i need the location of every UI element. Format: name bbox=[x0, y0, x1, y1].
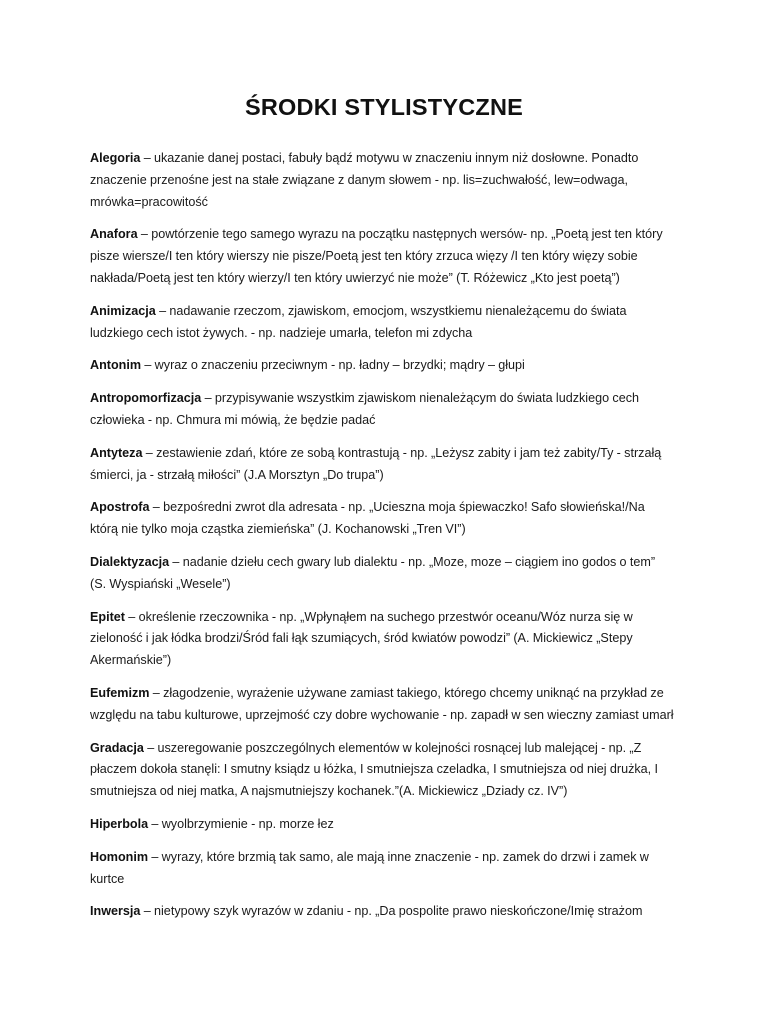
definition-text: znaczenie przenośne jest na stałe związane z danym słowem - np. lis=zuchwałość, lew=odwaga, bbox=[90, 172, 629, 187]
definition-entry bbox=[90, 552, 675, 596]
definition-line bbox=[90, 901, 675, 923]
definition-entry bbox=[90, 738, 675, 803]
definition-line bbox=[90, 323, 675, 345]
definition-entry bbox=[90, 683, 675, 727]
definition-line bbox=[90, 519, 675, 541]
term-label: Antropomorfizacja bbox=[90, 391, 202, 406]
definition-list bbox=[90, 148, 675, 934]
definition-text: Akermańskie”) bbox=[90, 653, 172, 668]
definition-line bbox=[90, 388, 675, 410]
definition-text: względu na tabu kulturowe, uprzejmość czy dobre wychowanie - np. zapadł w sen wieczny zamiast umarł bbox=[90, 707, 674, 722]
term-label: Inwersja bbox=[90, 904, 141, 919]
definition-entry bbox=[90, 224, 675, 289]
definition-line bbox=[90, 148, 675, 170]
definition-text: – nietypowy szyk wyrazów w zdaniu - np. „Da pospolite prawo nieskończone/Imię strażom bbox=[140, 904, 643, 919]
definition-line bbox=[90, 628, 675, 650]
term-label: Gradacja bbox=[90, 740, 144, 755]
definition-text: – wyraz o znaczeniu przeciwnym - np. ładny – brzydki; mądry – głupi bbox=[141, 358, 525, 373]
definition-line bbox=[90, 814, 675, 836]
definition-line bbox=[90, 683, 675, 705]
definition-entry bbox=[90, 607, 675, 672]
definition-text: nakłada/Poetą jest ten który wierzy/I ten który uwierzyć nie może” (T. Różewicz „Kto jest poetą”) bbox=[90, 270, 620, 285]
definition-text: – określenie rzeczownika - np. „Wpłynąłem na suchego przestwór oceanu/Wóz nurza się w bbox=[124, 609, 633, 624]
definition-line bbox=[90, 170, 675, 192]
definition-text: płaczem dokoła stanęli: I smutny ksiądz u łóżka, I smutniejsza czeladka, I smutniejsza od niej drużka, I bbox=[90, 762, 658, 777]
definition-entry bbox=[90, 497, 675, 541]
definition-line bbox=[90, 574, 675, 596]
term-label: Anafora bbox=[90, 227, 138, 242]
definition-entry bbox=[90, 301, 675, 345]
definition-line bbox=[90, 552, 675, 574]
term-label: Homonim bbox=[90, 849, 149, 864]
term-label: Eufemizm bbox=[90, 685, 150, 700]
definition-entry bbox=[90, 901, 675, 923]
definition-entry bbox=[90, 443, 675, 487]
definition-text: – bezpośredni zwrot dla adresata - np. „Ucieszna moja śpiewaczko! Safo słowieńska!/Na bbox=[149, 500, 645, 515]
term-label: Hiperbola bbox=[90, 816, 149, 831]
definition-line bbox=[90, 759, 675, 781]
term-label: Apostrofa bbox=[90, 500, 150, 515]
definition-text: zieloność i jak łódka brodzi/Śród fali łąk szumiących, śród kwiatów powodzi” (A. Mickiewicz „Stepy bbox=[90, 631, 633, 646]
definition-line bbox=[90, 301, 675, 323]
definition-text: ludzkiego cech istot żywych. - np. nadzieje umarła, telefon mi zdycha bbox=[90, 325, 473, 340]
definition-text: (S. Wyspiański „Wesele”) bbox=[90, 576, 231, 591]
definition-text: – powtórzenie tego samego wyrazu na początku następnych wersów- np. „Poetą jest ten który bbox=[137, 227, 663, 242]
definition-text: śmierci, ja - strzałą miłości” (J.A Morsztyn „Do trupa”) bbox=[90, 467, 384, 482]
definition-entry bbox=[90, 847, 675, 891]
definition-text: – uszeregowanie poszczególnych elementów w kolejności rosnącej lub malejącej - np. „Z bbox=[143, 740, 642, 755]
definition-text: – przypisywanie wszystkim zjawiskom nienależącym do świata ludzkiego cech bbox=[201, 391, 640, 406]
definition-text: – wyrazy, które brzmią tak samo, ale mają inne znaczenie - np. zamek do drzwi i zamek w bbox=[148, 849, 649, 864]
definition-text: pisze wiersze/I ten który wierszy nie pisze/Poetą jest ten który zrzuca więzy /I ten który więzy sobie bbox=[90, 249, 638, 264]
definition-line bbox=[90, 781, 675, 803]
definition-entry bbox=[90, 148, 675, 213]
term-label: Antonim bbox=[90, 358, 142, 373]
definition-text: – nadawanie rzeczom, zjawiskom, emocjom, wszystkiemu nienależącemu do świata bbox=[155, 303, 627, 318]
term-label: Dialektyzacja bbox=[90, 554, 170, 569]
definition-text: – nadanie dziełu cech gwary lub dialektu - np. „Moze, moze – ciągiem ino godos o tem” bbox=[169, 554, 656, 569]
definition-text: – ukazanie danej postaci, fabuły bądź motywu w znaczeniu innym niż dosłowne. Ponadto bbox=[140, 151, 639, 165]
term-label: Animizacja bbox=[90, 303, 156, 318]
definition-line bbox=[90, 869, 675, 891]
definition-text: kurtce bbox=[90, 871, 125, 886]
definition-line bbox=[90, 355, 675, 377]
definition-entry bbox=[90, 814, 675, 836]
definition-line bbox=[90, 410, 675, 432]
definition-line bbox=[90, 224, 675, 246]
definition-entry bbox=[90, 388, 675, 432]
definition-line bbox=[90, 650, 675, 672]
term-label: Epitet bbox=[90, 609, 125, 624]
definition-text: którą nie tylko moja cząstka ziemieńska” (J. Kochanowski „Tren VI”) bbox=[90, 522, 466, 537]
definition-line bbox=[90, 607, 675, 629]
definition-line bbox=[90, 268, 675, 290]
definition-line bbox=[90, 246, 675, 268]
definition-line bbox=[90, 443, 675, 465]
definition-line bbox=[90, 705, 675, 727]
page-title: ŚRODKI STYLISTYCZNE bbox=[245, 94, 523, 120]
definition-text: – zestawienie zdań, które ze sobą kontrastują - np. „Leżysz zabity i jam też zabity/Ty - strzałą bbox=[142, 445, 662, 460]
definition-text: człowieka - np. Chmura mi mówią, że będzie padać bbox=[90, 412, 376, 427]
definition-entry bbox=[90, 355, 675, 377]
definition-line bbox=[90, 847, 675, 869]
definition-line bbox=[90, 192, 675, 214]
definition-text: – złagodzenie, wyrażenie używane zamiast takiego, którego chcemy uniknąć na przykład ze bbox=[149, 685, 664, 700]
definition-line bbox=[90, 465, 675, 487]
definition-text: mrówka=pracowitość bbox=[90, 194, 208, 209]
term-label: Alegoria bbox=[90, 151, 141, 165]
definition-line bbox=[90, 738, 675, 760]
term-label: Antyteza bbox=[90, 445, 143, 460]
definition-text: – wyolbrzymienie - np. morze łez bbox=[148, 816, 334, 831]
definition-line bbox=[90, 497, 675, 519]
definition-text: smutniejsza od niej matka, A najsmutniejszy kochanek.”(A. Mickiewicz „Dziady cz. IV”) bbox=[90, 784, 568, 799]
